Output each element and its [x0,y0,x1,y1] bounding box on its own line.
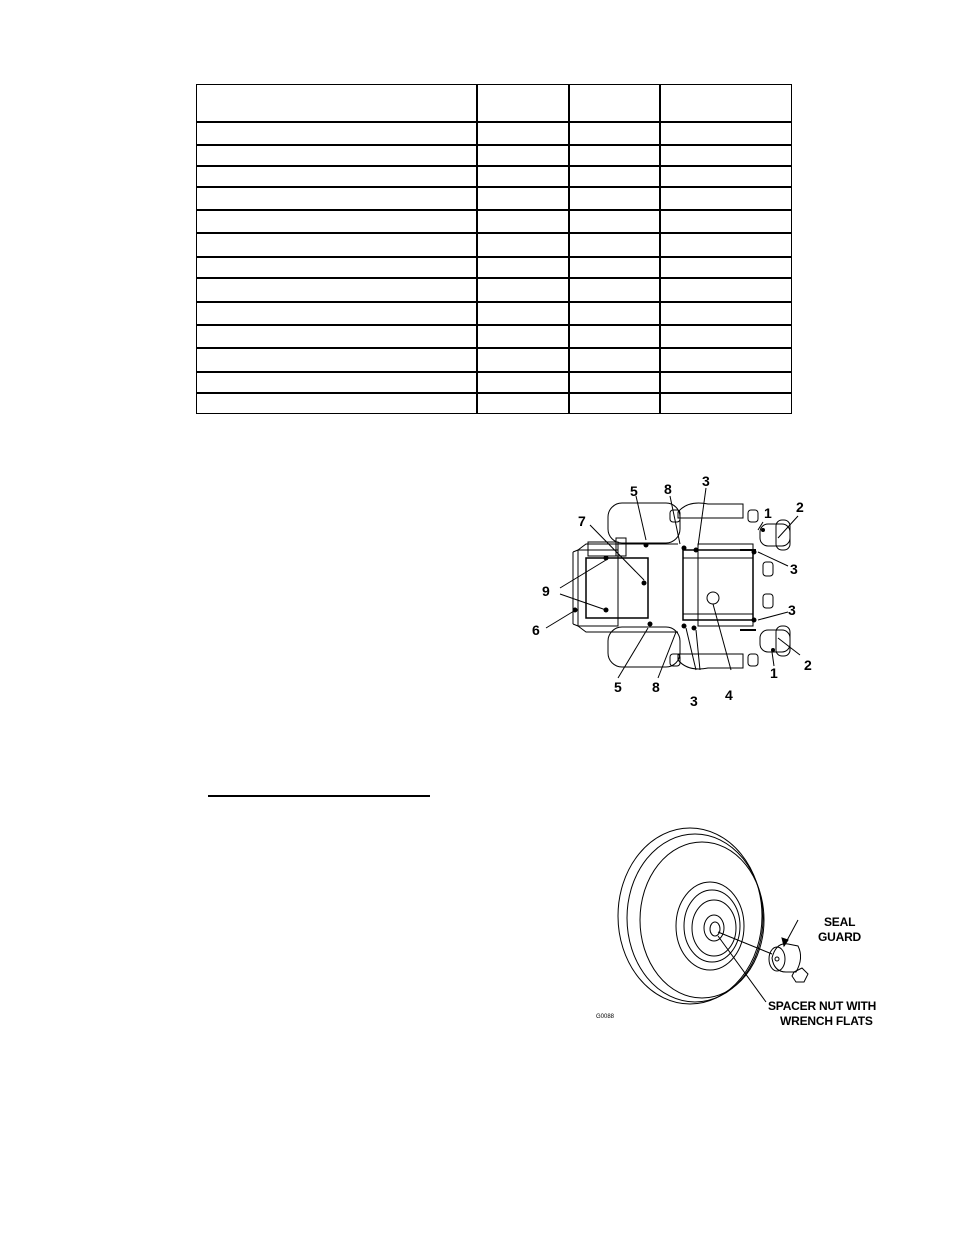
deck-housing [678,503,743,518]
lubrication-table [196,84,792,414]
callout-3-right-lower: 3 [788,602,796,618]
main-frame [683,550,753,620]
callout-9: 9 [542,583,550,599]
table-row-divider [196,209,792,211]
spacer-nut [704,915,724,941]
spacer-nut-label-line1: SPACER NUT WITH [768,999,877,1013]
front-caster-bottom [760,630,790,652]
table-row-divider [196,371,792,373]
table-row-divider [196,144,792,146]
table-row-divider [196,165,792,167]
callout-2-top: 2 [796,499,804,515]
callout-3-bottom: 3 [690,693,698,709]
callout-5-bottom: 5 [614,679,622,695]
table-row-divider [196,277,792,279]
part-code: G0088 [596,1014,615,1020]
wheel-seal-guard-diagram [590,826,900,1036]
callout-3-top: 3 [702,473,710,489]
rear-tire-bottom [608,627,680,667]
callout-3-right-upper: 3 [790,561,798,577]
callout-1-bottom: 1 [770,665,778,681]
front-caster-top [760,524,790,546]
callout-7: 7 [578,513,586,529]
table-row-divider [196,256,792,258]
table-row-divider [196,347,792,349]
table-row-divider [196,232,792,234]
callout-6: 6 [532,622,540,638]
callout-4: 4 [725,687,733,703]
seal-guard-label-line1: SEAL [824,915,856,929]
table-row-divider [196,392,792,394]
hex-nut [792,968,808,982]
spacer-nut-label-line2: WRENCH FLATS [780,1014,873,1028]
callout-8-bottom: 8 [652,679,660,695]
callout-2-bottom: 2 [804,657,812,673]
table-column-divider [568,84,570,414]
table-column-divider [476,84,478,414]
callout-1-top: 1 [764,505,772,521]
table-row-divider [196,121,792,123]
table-row-divider [196,301,792,303]
callout-5-top: 5 [630,483,638,499]
table-row-divider [196,324,792,326]
callout-8-top: 8 [664,481,672,497]
table-frame [196,84,792,414]
table-column-divider [659,84,661,414]
seal-guard-label-line2: GUARD [818,930,861,944]
rear-tire-top [608,503,680,543]
grease-point-diagram [528,470,818,710]
heading-underline [208,795,430,797]
seal-guard [772,944,801,972]
table-row-divider [196,186,792,188]
